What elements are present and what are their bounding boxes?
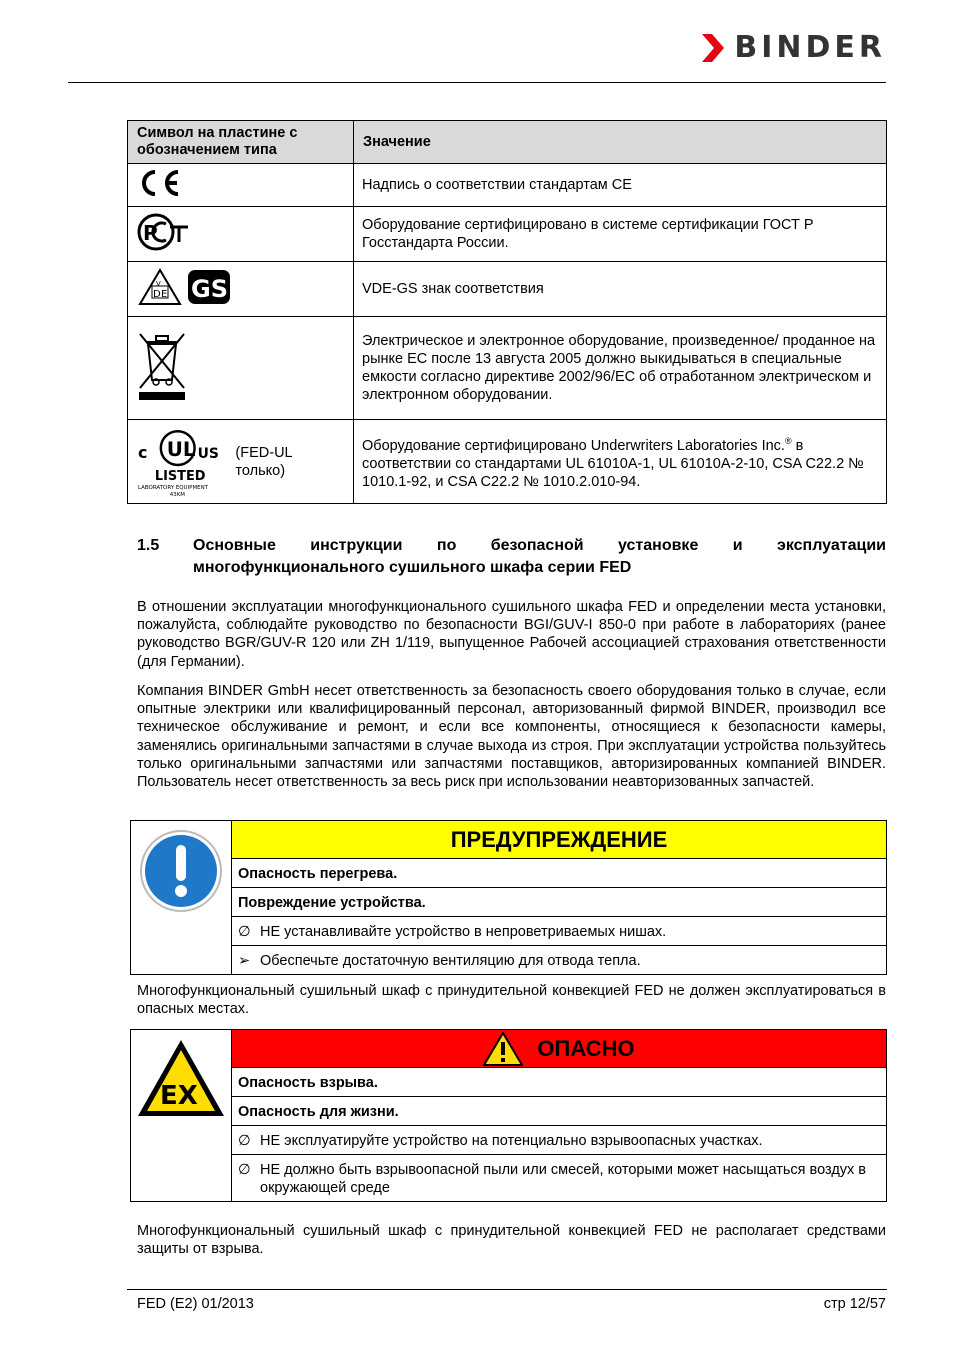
- meaning-ce: Надпись о соответствии стандартам CE: [354, 164, 887, 207]
- meaning-ul: Оборудование сертифицировано Underwriters Laboratories Inc.® в соответствии со стандартами UL 61010A-1, UL 61010A-2-10, CSA C22.2 № 1010.1-92, и CSA C22.2 № 1010.2.010-94.: [354, 420, 887, 504]
- mandatory-exclamation-icon: [139, 829, 223, 913]
- svg-text:LISTED: LISTED: [154, 468, 206, 484]
- svg-text:LABORATORY EQUIPMENT: LABORATORY EQUIPMENT: [137, 484, 209, 491]
- meaning-vde-gs: VDE-GS знак соответствия: [354, 262, 887, 317]
- table-header-row: [128, 121, 887, 164]
- table-row: [128, 207, 887, 262]
- table-row: [128, 317, 887, 420]
- weee-bin-icon: [136, 330, 188, 402]
- prohibition-icon: ∅: [238, 1133, 251, 1149]
- paragraph-hazardous-locations: Многофункциональный сушильный шкаф с принудительной конвекцией FED не должен эксплуатироваться в опасных местах.: [137, 983, 886, 1018]
- svg-text:E: E: [161, 289, 168, 300]
- svg-text:US: US: [197, 445, 219, 462]
- paragraph-explosion-protection: Многофункциональный сушильный шкаф с принудительной конвекцией FED не располагает средствами защиты от взрыва.: [137, 1223, 886, 1258]
- gost-pct-icon: [136, 212, 190, 252]
- binder-arrow-icon: [702, 34, 726, 62]
- svg-text:GS: GS: [191, 275, 228, 303]
- footer-page-number: стр 12/57: [823, 1296, 886, 1312]
- warning-hazard: Опасность перегрева.: [232, 859, 886, 888]
- paragraph-guidelines: В отношении эксплуатации многофункционального сушильного шкафа FED и определении места установки, пожалуйста, соблюдайте руководство по безопасности BGI/GUV-I 850-0 при работе в лабораториях (ранее руководство BGR/GUV-R 120 или ZH 1/119, выпущенное Рабочей ассоциацией страхования ответственности (для Германии).: [137, 599, 886, 670]
- meaning-gost: Оборудование сертифицировано в системе сертификации ГОСТ Р Госстандарта России.: [354, 207, 887, 262]
- col1-header: Символ на пластине с обозначением типа: [128, 121, 354, 164]
- footer-doc-id: FED (E2) 01/2013: [137, 1296, 254, 1312]
- danger-title: [232, 1030, 886, 1068]
- header-divider: [68, 82, 886, 83]
- danger-consequence: Опасность для жизни.: [232, 1097, 886, 1126]
- danger-title-text: ОПАСНО: [537, 1035, 635, 1061]
- svg-text:43KM: 43KM: [169, 491, 186, 498]
- symbol-table: [127, 120, 887, 504]
- table-row: [128, 262, 887, 317]
- warning-consequence: Повреждение устройства.: [232, 888, 886, 917]
- paragraph-responsibility: Компания BINDER GmbH несет ответственность за безопасность своего оборудования только в случае, если опытные электрики или квалифицированный персонал, авторизованный фирмой BINDER, производил все техническое обслуживание и ремонт, и если все компоненты, относящиеся к безопасности камеры, заменялись оригинальными запчастями в случае выхода из строя. При эксплуатации устройства пользуйтесь только оригинальными запчастями или запчастями поставщиков, авторизированных компанией BINDER. Пользователь несет ответственность за весь риск при использовании неавторизованных запчастей.: [137, 683, 886, 791]
- table-row: [128, 420, 887, 504]
- section-heading: [137, 535, 886, 579]
- warning-title: ПРЕДУПРЕЖДЕНИЕ: [232, 821, 886, 859]
- arrow-bullet-icon: ➢: [238, 953, 251, 969]
- meaning-weee: Электрическое и электронное оборудование, произведенное/ проданное на рынке ЕС после 13 августа 2005 должно выкидываться в специальные емкости согласно директиве 2002/96/EC об отработанном электрическом и электронном оборудовании.: [354, 317, 887, 420]
- svg-text:EX: EX: [160, 1081, 198, 1111]
- prohibition-icon: ∅: [238, 924, 251, 940]
- danger-box: [130, 1029, 887, 1202]
- ce-mark-icon: [136, 168, 182, 198]
- section-number: 1.5: [137, 537, 160, 554]
- warning-instruction: ➢ Обеспечьте достаточную вентиляцию для отвода тепла.: [238, 953, 641, 969]
- cul-us-listed-icon: [136, 426, 219, 498]
- danger-prohibition-1: ∅ НЕ эксплуатируйте устройство на потенциально взрывоопасных участках.: [232, 1126, 886, 1155]
- warning-triangle-icon: [483, 1032, 523, 1066]
- ex-explosion-hazard-icon: [136, 1038, 226, 1118]
- binder-logo: [702, 30, 886, 65]
- table-row: [128, 164, 887, 207]
- prohibition-icon: ∅: [238, 1162, 251, 1178]
- logo-text: BINDER: [734, 30, 886, 65]
- col2-header: Значение: [354, 121, 887, 164]
- danger-hazard: Опасность взрыва.: [232, 1068, 886, 1097]
- svg-text:c: c: [137, 442, 148, 462]
- danger-prohibition-2: ∅ НЕ должно быть взрывоопасной пыли или смесей, которыми может насыщаться воздух в окружающей среде: [238, 1162, 867, 1196]
- svg-text:V: V: [156, 280, 161, 288]
- section-title: Основные инструкции по безопасной установке и эксплуатации многофункционального сушильного шкафа серии FED: [193, 537, 886, 576]
- warning-prohibition: ∅ НЕ устанавливайте устройство в непроветриваемых нишах.: [232, 917, 886, 946]
- footer-divider: [127, 1289, 887, 1290]
- svg-text:UL: UL: [166, 437, 196, 461]
- svg-text:P: P: [143, 221, 158, 245]
- fed-ul-note: (FED-UL только): [235, 444, 293, 479]
- vde-gs-icon: [136, 266, 232, 308]
- svg-text:D: D: [153, 289, 161, 300]
- warning-box: [130, 820, 887, 975]
